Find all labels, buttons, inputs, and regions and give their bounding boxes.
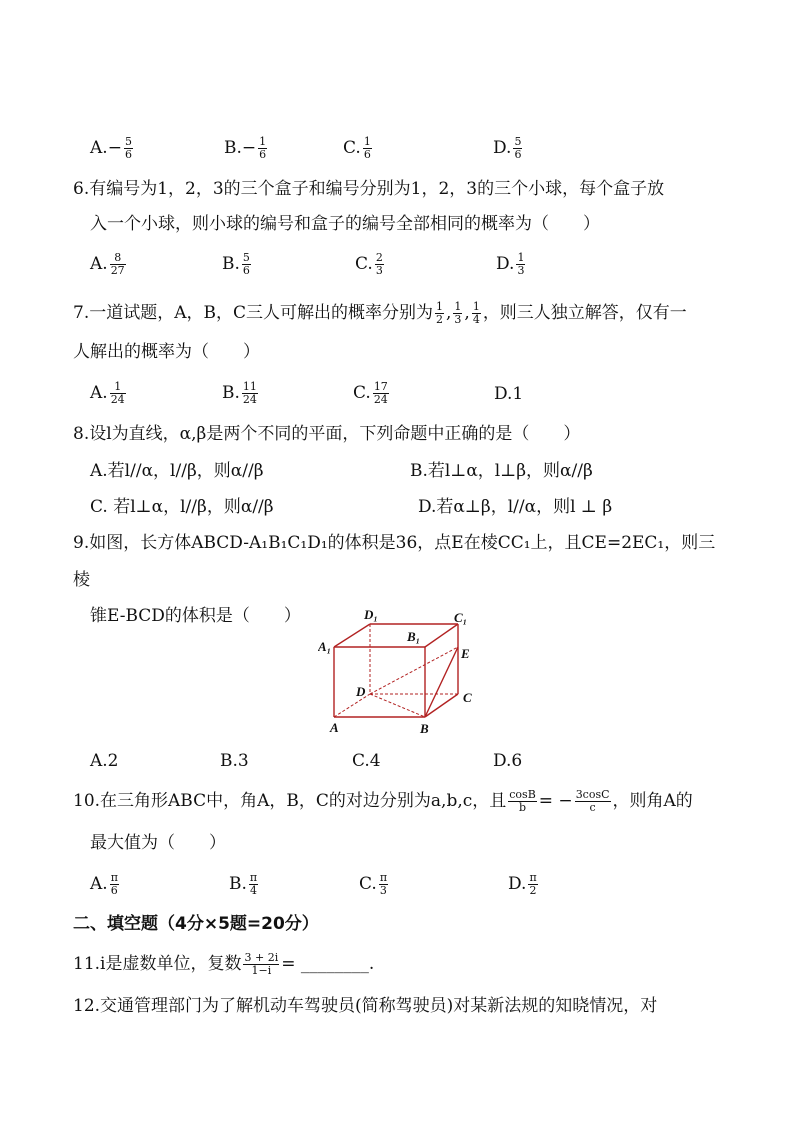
label-b1: B₁ <box>407 629 421 644</box>
q7-stem-line2: 人解出的概率为（ ） <box>73 342 260 362</box>
q10-option-a: A. $\frac{\pi}{6}$ <box>90 871 118 897</box>
label-c1: C₁ <box>454 610 468 625</box>
q7-stem-line1: 7.一道试题，A，B，C三人可解出的概率分别为 $\frac{1}{2}$ , $\frac{1}{3}$ , $\frac{1}{4}$ ，则三人独立解答，仅有一 <box>73 300 687 326</box>
q9-option-d: D.6 <box>493 751 523 771</box>
q9-option-a: A.2 <box>90 751 119 771</box>
q5-option-b: B.− $\frac{1}{6}$ <box>224 135 267 161</box>
q6-option-d: D. $\frac{1}{3}$ <box>496 251 525 277</box>
q7-option-a: A. $\frac{1}{24}$ <box>90 380 125 406</box>
q10-stem-line2: 最大值为（ ） <box>90 833 226 853</box>
label-a: A <box>330 720 339 735</box>
q8-option-a: A.若l//α，l//β，则α//β <box>90 461 264 481</box>
q6-option-a: A. $\frac{8}{27}$ <box>90 251 125 277</box>
q5-option-c: C. $\frac{1}{6}$ <box>343 135 371 161</box>
cuboid-hidden-edges <box>334 624 458 717</box>
segment-d-b <box>370 694 425 717</box>
q8-option-c: C. 若l⊥α，l//β，则α//β <box>90 497 274 517</box>
q7-option-b: B. $\frac{11}{24}$ <box>222 380 257 406</box>
label-a1: A₁ <box>318 639 332 654</box>
edge-b1-c1 <box>425 624 458 647</box>
label-b: B <box>420 721 429 736</box>
q8-stem: 8.设l为直线，α,β是两个不同的平面，下列命题中正确的是（ ） <box>73 424 581 444</box>
segment-b-e <box>425 647 458 717</box>
q9-option-c: C.4 <box>352 751 381 771</box>
q5-option-d: D. $\frac{5}{6}$ <box>493 135 522 161</box>
q9-stem-line1: 9.如图，长方体ABCD-A₁B₁C₁D₁的体积是36，点E在棱CC₁上，且CE=2EC₁，则三 <box>73 533 716 553</box>
q11-stem: 11.i是虚数单位，复数 $\frac{3 + 2i}{1-i}$ = ________. <box>73 951 375 977</box>
q10-stem-line1: 10.在三角形ABC中，角A，B，C的对边分别为a,b,c，且 $\frac{\cos B}{b}$ = − $\frac{3\cos C}{c}$ ，则角A的 <box>73 788 693 814</box>
label-d: D <box>356 684 366 699</box>
q8-option-b: B.若l⊥α，l⊥β，则α//β <box>410 461 593 481</box>
q6-option-b: B. $\frac{5}{6}$ <box>222 251 250 277</box>
segment-d-e <box>370 647 458 694</box>
q7-option-d: D.1 <box>494 384 524 404</box>
q10-option-d: D. $\frac{\pi}{2}$ <box>508 871 537 897</box>
edge-a1-d1 <box>334 624 370 647</box>
q9-stem-line3: 锥E-BCD的体积是（ ） <box>90 606 301 626</box>
q5-option-a: A.− $\frac{5}{6}$ <box>90 135 132 161</box>
label-e: E <box>461 646 470 661</box>
q7-option-c: C. $\frac{17}{24}$ <box>353 380 388 406</box>
q9-option-b: B.3 <box>220 751 249 771</box>
cuboid-edges <box>334 624 458 717</box>
q6-stem-line1: 6.有编号为1，2，3的三个盒子和编号分别为1，2，3的三个小球，每个盒子放 <box>73 179 665 199</box>
q12-stem-line1: 12.交通管理部门为了解机动车驾驶员(简称驾驶员)对某新法规的知晓情况，对 <box>73 996 658 1016</box>
label-c: C <box>463 690 472 705</box>
q10-option-c: C. $\frac{\pi}{3}$ <box>359 871 388 897</box>
q9-stem-line2: 棱 <box>73 570 90 590</box>
section-title: 二、填空题（4分×5题=20分） <box>73 914 319 934</box>
q8-option-d: D.若α⊥β，l//α，则l ⊥ β <box>418 497 613 517</box>
q6-stem-line2: 入一个小球，则小球的编号和盒子的编号全部相同的概率为（ ） <box>90 214 600 234</box>
cuboid-figure <box>318 602 483 737</box>
label-d1: D₁ <box>364 607 378 622</box>
q10-option-b: B. $\frac{\pi}{4}$ <box>229 871 258 897</box>
q6-option-c: C. $\frac{2}{3}$ <box>355 251 383 277</box>
